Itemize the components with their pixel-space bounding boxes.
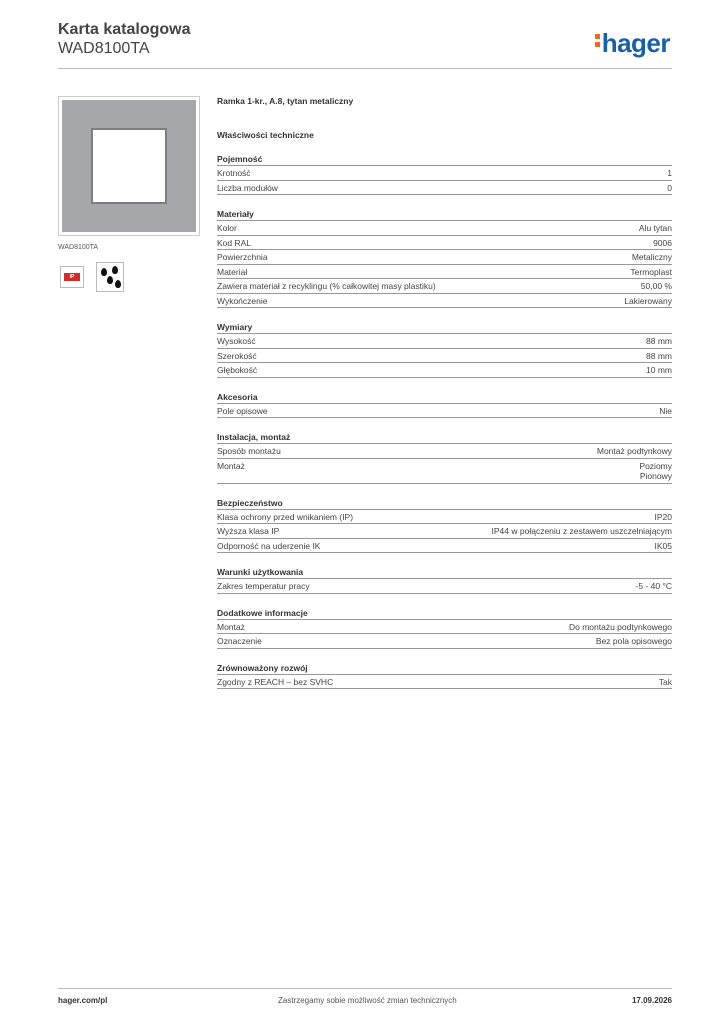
- section-heading: Materiały: [217, 209, 254, 219]
- spec-value: 9006: [653, 237, 672, 248]
- frame-picture: [62, 100, 196, 232]
- spec-row: [217, 523, 672, 538]
- spec-row: [217, 278, 672, 293]
- spec-label: Oznaczenie: [217, 636, 262, 646]
- spec-label: Zakres temperatur pracy: [217, 581, 310, 591]
- section-heading: Instalacja, montaż: [217, 432, 291, 442]
- spec-label: Kolor: [217, 223, 237, 233]
- spec-row: [217, 443, 672, 458]
- section-heading: Akcesoria: [217, 391, 258, 402]
- spec-value: Montaż podtynkowy: [596, 446, 672, 456]
- spec-row: [217, 180, 672, 195]
- spec-row: [217, 220, 672, 235]
- spec-value: 0: [667, 182, 672, 193]
- spec-label: Odporność na uderzenie IK: [217, 540, 321, 551]
- spec-value: -5 - 40 °C: [635, 581, 672, 591]
- drop-icon: [112, 266, 118, 274]
- spec-row: [217, 619, 672, 634]
- spec-row: [217, 674, 672, 689]
- spec-value: 1: [667, 168, 672, 178]
- image-caption: WAD8100TA: [58, 244, 99, 251]
- spec-label: Montaż: [217, 621, 245, 632]
- spec-value: Metaliczny: [631, 252, 672, 262]
- spec-label: Głębokość: [217, 365, 258, 375]
- spec-value: Pionowy: [639, 471, 672, 481]
- spec-value: Do montażu podtynkowego: [568, 621, 672, 632]
- spec-label: Powierzchnia: [217, 252, 268, 262]
- section-heading: Warunki użytkowania: [217, 567, 304, 577]
- spec-label: Pole opisowe: [217, 405, 268, 416]
- spec-row: [217, 348, 672, 363]
- page-header: [58, 20, 672, 70]
- section-heading: Pojemność: [217, 154, 263, 164]
- section-end-line: [217, 417, 672, 418]
- water-drops-icon: [96, 262, 124, 292]
- section-heading: Bezpieczeństwo: [217, 497, 283, 508]
- spec-label: Montaż: [217, 460, 245, 471]
- section-end-line: [217, 307, 672, 308]
- spec-label: Klasa ochrony przed wnikaniem (IP): [217, 511, 354, 522]
- spec-label: Krotność: [217, 168, 251, 178]
- properties-heading: Właściwości techniczne: [217, 130, 314, 140]
- spec-value: Alu tytan: [638, 223, 672, 233]
- spec-value: Nie: [659, 405, 672, 416]
- hager-logo: [595, 28, 670, 59]
- ip-rating-icon: [60, 266, 84, 288]
- footer-divider: [58, 988, 672, 989]
- section-end-line: [217, 648, 672, 649]
- spec-row: [217, 249, 672, 264]
- spec-value: IP44 w połączeniu z zestawem uszczelniającym: [491, 526, 672, 536]
- logo-text: hager: [601, 28, 670, 58]
- spec-row: [217, 333, 672, 348]
- spec-value: Poziomy: [639, 460, 672, 471]
- spec-label: Sposób montażu: [217, 446, 281, 456]
- spec-value: IP20: [654, 511, 672, 522]
- logo-dots-icon: [595, 34, 600, 50]
- spec-value: Lakierowany: [624, 295, 672, 306]
- spec-row: [217, 264, 672, 279]
- spec-label: Wyższa klasa IP: [217, 526, 280, 536]
- spec-value: IK05: [654, 540, 672, 551]
- spec-value: Termoplast: [630, 266, 672, 277]
- spec-value: 88 mm: [646, 336, 672, 346]
- spec-label: Kod RAL: [217, 237, 252, 248]
- footer-site: hager.com/pl: [58, 996, 108, 1005]
- spec-row: [217, 538, 672, 553]
- spec-label: Liczba modułów: [217, 182, 278, 193]
- drop-icon: [101, 268, 107, 276]
- drop-icon: [115, 280, 121, 288]
- spec-row: [217, 293, 672, 308]
- frame-opening: [91, 128, 167, 204]
- section-heading: Zrównoważony rozwój: [217, 662, 308, 673]
- section-end-line: [217, 552, 672, 553]
- section-end-line: [217, 194, 672, 195]
- spec-label: Zgodny z REACH – bez SVHC: [217, 676, 334, 687]
- spec-label: Wysokość: [217, 336, 256, 346]
- section-end-line: [217, 377, 672, 378]
- section-end-line: [217, 593, 672, 594]
- spec-row: [217, 403, 672, 418]
- product-name: Ramka 1-kr., A.8, tytan metaliczny: [217, 96, 354, 106]
- product-image: [58, 96, 200, 236]
- spec-row: [217, 235, 672, 250]
- spec-value: 88 mm: [646, 350, 672, 361]
- spec-row: [217, 362, 672, 377]
- footer-date: 17.09.2026: [631, 996, 672, 1005]
- header-divider: [58, 68, 672, 69]
- spec-row: [217, 633, 672, 648]
- spec-value: Bez pola opisowego: [595, 636, 672, 646]
- section-end-line: [217, 688, 672, 689]
- section-end-line: [217, 483, 672, 484]
- spec-label: Zawiera materiał z recyklingu (% całkowitej masy plastiku): [217, 281, 436, 291]
- spec-label: Szerokość: [217, 350, 257, 361]
- spec-value: 10 mm: [646, 365, 672, 375]
- footer-note: Zastrzegamy sobie możliwość zmian technicznych: [278, 996, 457, 1005]
- document-title: Karta katalogowa: [58, 21, 191, 38]
- spec-row: [217, 165, 672, 180]
- spec-label: Wykończenie: [217, 295, 268, 306]
- section-heading: Dodatkowe informacje: [217, 607, 308, 618]
- spec-value: Tak: [658, 676, 672, 687]
- product-code: WAD8100TA: [58, 40, 150, 57]
- spec-value: 50,00 %: [640, 281, 672, 291]
- ip-icon-label: IP: [64, 273, 80, 281]
- spec-row: [217, 509, 672, 524]
- drop-icon: [107, 276, 113, 284]
- spec-label: Materiał: [217, 266, 248, 277]
- section-heading: Wymiary: [217, 322, 253, 332]
- spec-row: [217, 578, 672, 593]
